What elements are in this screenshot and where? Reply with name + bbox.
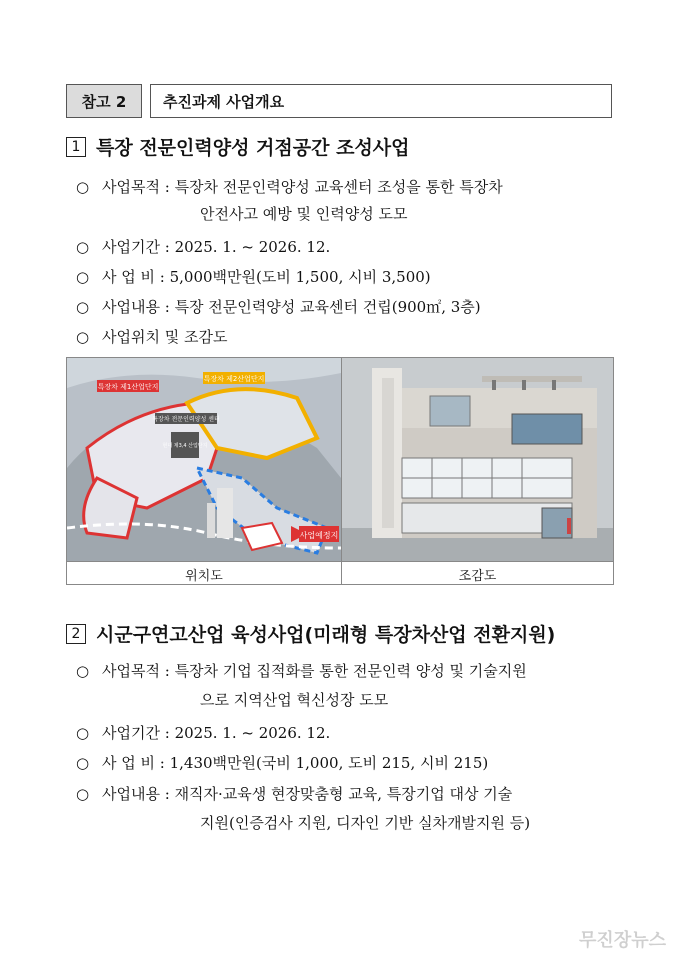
s1-item-period: ○ 사업기간 : 2025. 1. ~ 2026. 12. — [76, 238, 331, 256]
s1-item-purpose: ○ 사업목적 : 특장차 전문인력양성 교육센터 조성을 통한 특장차 — [76, 178, 503, 196]
reference-header — [66, 84, 612, 118]
reference-tag: 참고 2 — [66, 84, 142, 118]
s2-item-budget: ○ 사 업 비 : 1,430백만원(국비 1,000, 도비 215, 시비 215) — [76, 754, 489, 772]
s2-item-purpose-cont: 으로 지역산업 혁신성장 도모 — [200, 691, 389, 709]
figure-table — [66, 357, 614, 585]
building-rendering — [342, 358, 613, 561]
s2-item-content-cont: 지원(인증검사 지원, 디자인 기반 실차개발지원 등) — [200, 814, 531, 832]
caption-rendering: 조감도 — [342, 561, 613, 586]
section1-number: 1 — [66, 137, 86, 157]
reference-title: 추진과제 사업개요 — [150, 84, 612, 118]
s2-item-content: ○ 사업내용 : 재직자·교육생 현장맞춤형 교육, 특장기업 대상 기술 — [76, 785, 513, 803]
svg-text:특장차 제2산업단지: 특장차 제2산업단지 — [203, 375, 265, 383]
caption-location: 위치도 — [67, 561, 341, 586]
svg-text:현대 제3,4 산업단지: 현대 제3,4 산업단지 — [162, 443, 208, 449]
svg-text:사업예정지: 사업예정지 — [299, 531, 339, 540]
section2-title: 시군구연고산업 육성사업(미래형 특장차산업 전환지원) — [96, 624, 556, 646]
s1-item-content: ○ 사업내용 : 특장 전문인력양성 교육센터 건립(900㎡, 3층) — [76, 298, 481, 316]
s1-item-location: ○ 사업위치 및 조감도 — [76, 328, 228, 346]
s2-item-purpose: ○ 사업목적 : 특장차 기업 집적화를 통한 전문인력 양성 및 기술지원 — [76, 662, 527, 680]
s1-item-budget: ○ 사 업 비 : 5,000백만원(도비 1,500, 시비 3,500) — [76, 268, 431, 286]
svg-text:특장차 전문인력양성 센터: 특장차 전문인력양성 센터 — [152, 416, 220, 423]
watermark-logo: 무진장뉴스 — [579, 930, 666, 951]
section1-heading — [66, 133, 410, 160]
svg-text:특장차 제1산업단지: 특장차 제1산업단지 — [97, 383, 159, 391]
location-map — [67, 358, 341, 561]
s1-item-purpose-cont: 안전사고 예방 및 인력양성 도모 — [200, 205, 408, 223]
section2-heading — [66, 620, 555, 647]
s2-item-period: ○ 사업기간 : 2025. 1. ~ 2026. 12. — [76, 724, 331, 742]
section1-title: 특장 전문인력양성 거점공간 조성사업 — [96, 137, 410, 159]
section2-number: 2 — [66, 624, 86, 644]
